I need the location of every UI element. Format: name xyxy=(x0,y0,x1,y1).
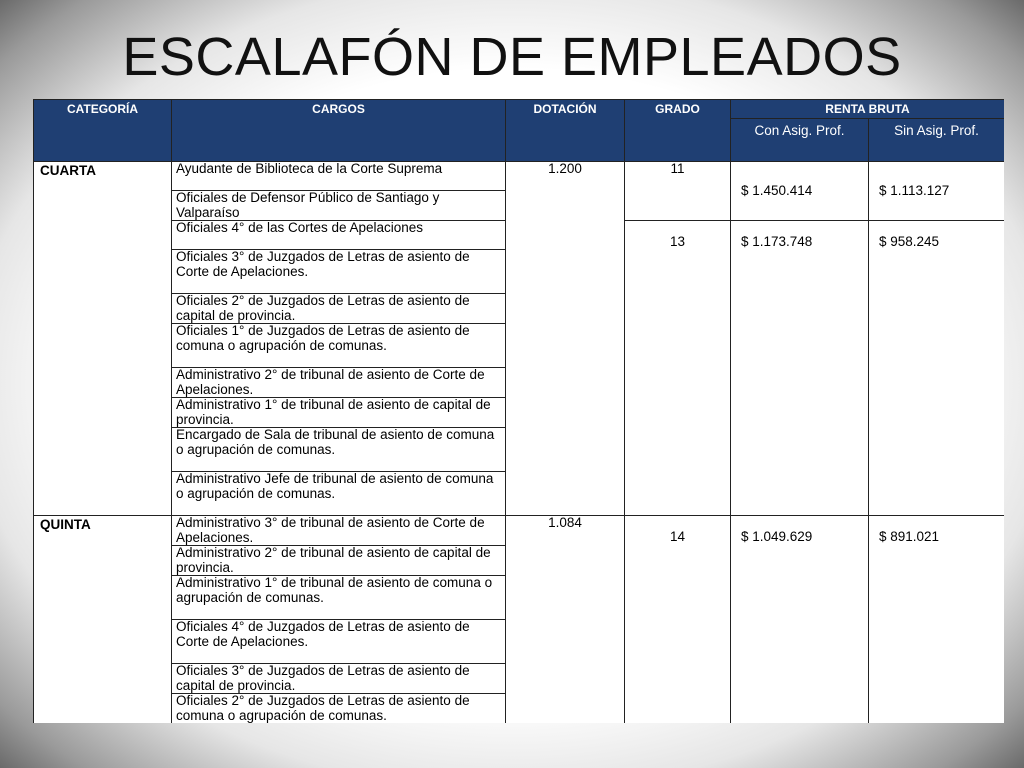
con-asig-cuarta-b: $ 1.173.748 xyxy=(731,221,869,516)
table-row: Oficiales 1° de Juzgados de Letras de asiento de comuna o agrupación de comunas. xyxy=(172,324,506,368)
grado-cuarta-b: 13 xyxy=(625,221,731,516)
header-renta-bruta: RENTA BRUTA xyxy=(731,100,1005,119)
table-row: Ayudante de Biblioteca de la Corte Suprema xyxy=(172,162,506,191)
sin-asig-quinta: $ 891.021 xyxy=(869,516,1005,724)
sin-asig-cuarta-b: $ 958.245 xyxy=(869,221,1005,516)
table-row: Administrativo 2° de tribunal de asiento de capital de provincia. xyxy=(172,546,506,576)
header-categoria: CATEGORÍA xyxy=(34,100,172,162)
table-row: Administrativo 1° de tribunal de asiento de comuna o agrupación de comunas. xyxy=(172,576,506,620)
header-cargos: CARGOS xyxy=(172,100,506,162)
table-row: Oficiales 4° de Juzgados de Letras de asiento de Corte de Apelaciones. xyxy=(172,620,506,664)
dotacion-cuarta: 1.200 xyxy=(506,162,625,516)
table-row: Oficiales 2° de Juzgados de Letras de asiento de comuna o agrupación de comunas. xyxy=(172,694,506,724)
escalafon-table xyxy=(33,99,1004,723)
table-row: Oficiales de Defensor Público de Santiago y Valparaíso xyxy=(172,191,506,221)
header-con-asig: Con Asig. Prof. xyxy=(731,119,869,162)
header-dotacion: DOTACIÓN xyxy=(506,100,625,162)
con-asig-cuarta-a: $ 1.450.414 xyxy=(731,162,869,221)
grado-cuarta-a: 11 xyxy=(625,162,731,221)
table-row: Oficiales 4° de las Cortes de Apelaciones xyxy=(172,221,506,250)
table-row: Administrativo 3° de tribunal de asiento de Corte de Apelaciones. xyxy=(172,516,506,546)
table-row: Administrativo 2° de tribunal de asiento de Corte de Apelaciones. xyxy=(172,368,506,398)
dotacion-quinta: 1.084 xyxy=(506,516,625,724)
category-quinta: QUINTA xyxy=(34,516,172,724)
header-sin-asig: Sin Asig. Prof. xyxy=(869,119,1005,162)
con-asig-quinta: $ 1.049.629 xyxy=(731,516,869,724)
grado-quinta: 14 xyxy=(625,516,731,724)
table-row: Oficiales 2° de Juzgados de Letras de asiento de capital de provincia. xyxy=(172,294,506,324)
table-row: Encargado de Sala de tribunal de asiento de comuna o agrupación de comunas. xyxy=(172,428,506,472)
sin-asig-cuarta-a: $ 1.113.127 xyxy=(869,162,1005,221)
category-cuarta: CUARTA xyxy=(34,162,172,516)
table-row: Oficiales 3° de Juzgados de Letras de asiento de Corte de Apelaciones. xyxy=(172,250,506,294)
slide-title: ESCALAFÓN DE EMPLEADOS xyxy=(122,27,902,87)
header-grado: GRADO xyxy=(625,100,731,162)
table-row: Administrativo 1° de tribunal de asiento de capital de provincia. xyxy=(172,398,506,428)
table-row: Oficiales 3° de Juzgados de Letras de asiento de capital de provincia. xyxy=(172,664,506,694)
table-row: Administrativo Jefe de tribunal de asiento de comuna o agrupación de comunas. xyxy=(172,472,506,516)
